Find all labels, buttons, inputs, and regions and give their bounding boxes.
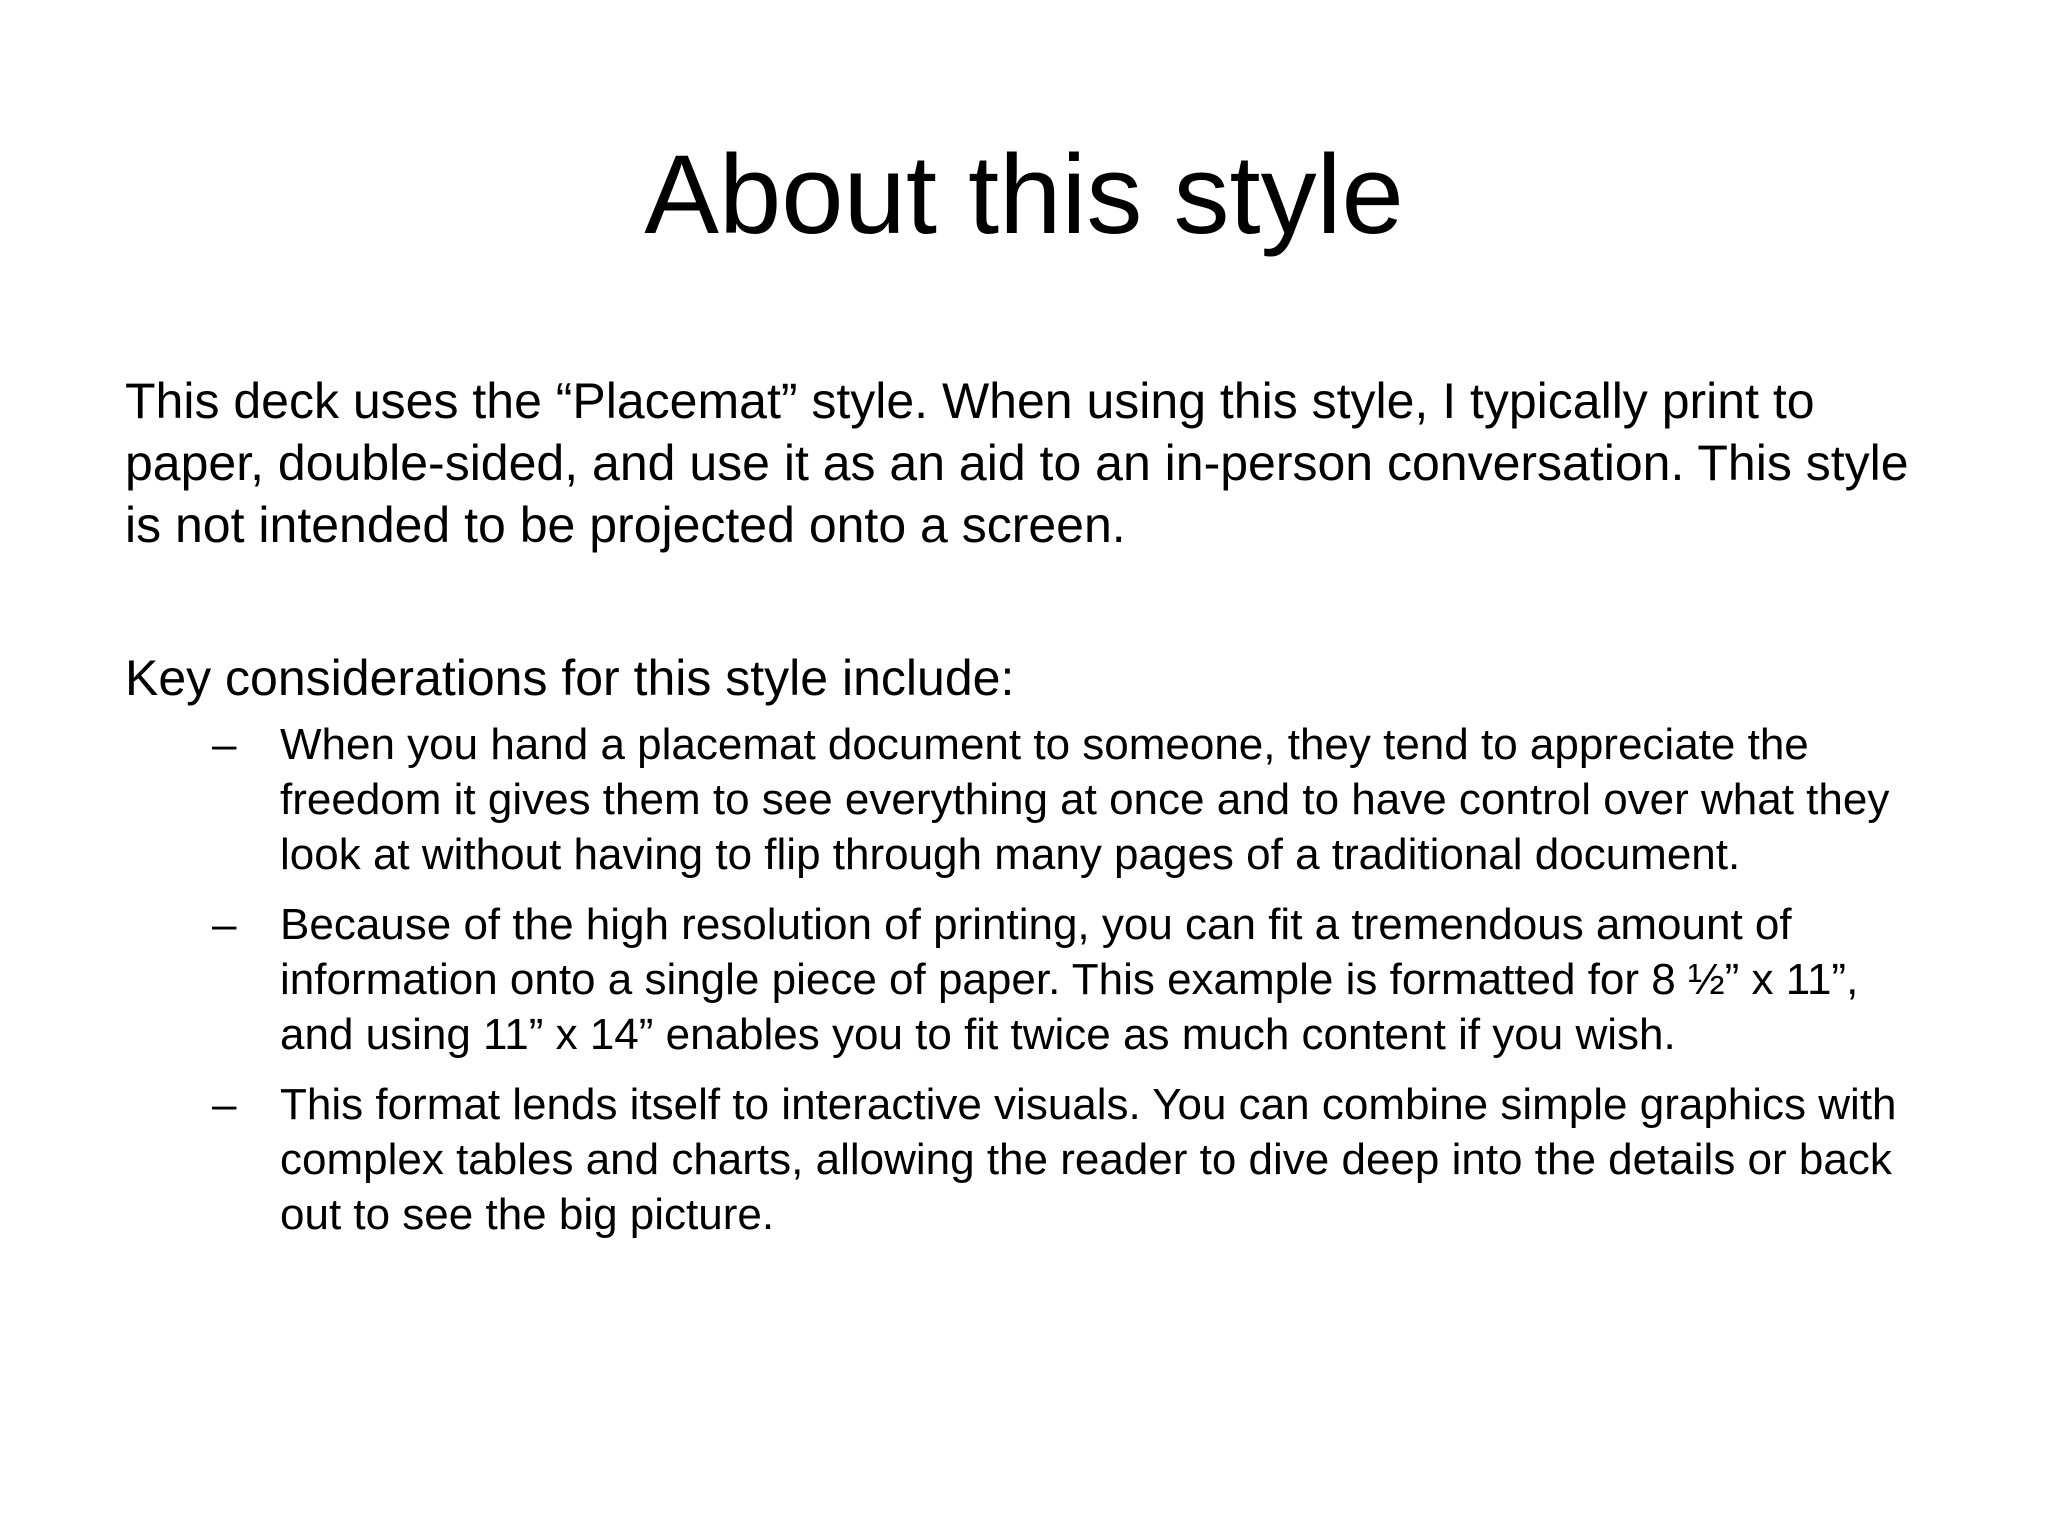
list-item [125, 1077, 1925, 1242]
dash-bullet-icon: – [212, 900, 237, 949]
slide-title: About this style [644, 132, 1404, 257]
list-item [125, 717, 1925, 882]
key-considerations-heading: Key considerations for this style include: [125, 650, 1015, 706]
slide-body [125, 370, 1945, 1257]
dash-bullet-icon: – [212, 720, 237, 769]
intro-paragraph: This deck uses the “Placemat” style. When using this style, I typically print to paper, double-sided, and use it as an aid to an in-person conversation. This style is not intended to be projected onto a screen. [125, 373, 1909, 553]
list-item [125, 897, 1925, 1062]
considerations-list [125, 717, 1945, 1242]
list-item-text: Because of the high resolution of printing, you can fit a tremendous amount of information onto a single piece of paper. This example is formatted for 8 ½” x 11”, and using 11” x 14” enables you to fit twice as much content if you wish. [280, 900, 1859, 1059]
dash-bullet-icon: – [212, 1080, 237, 1129]
list-item-text: This format lends itself to interactive visuals. You can combine simple graphics with complex tables and charts, allowing the reader to dive deep into the details or back out to see the big picture. [280, 1080, 1897, 1239]
list-item-text: When you hand a placemat document to someone, they tend to appreciate the freedom it gives them to see everything at once and to have control over what they look at without having to flip through many pages of a traditional document. [280, 720, 1890, 879]
